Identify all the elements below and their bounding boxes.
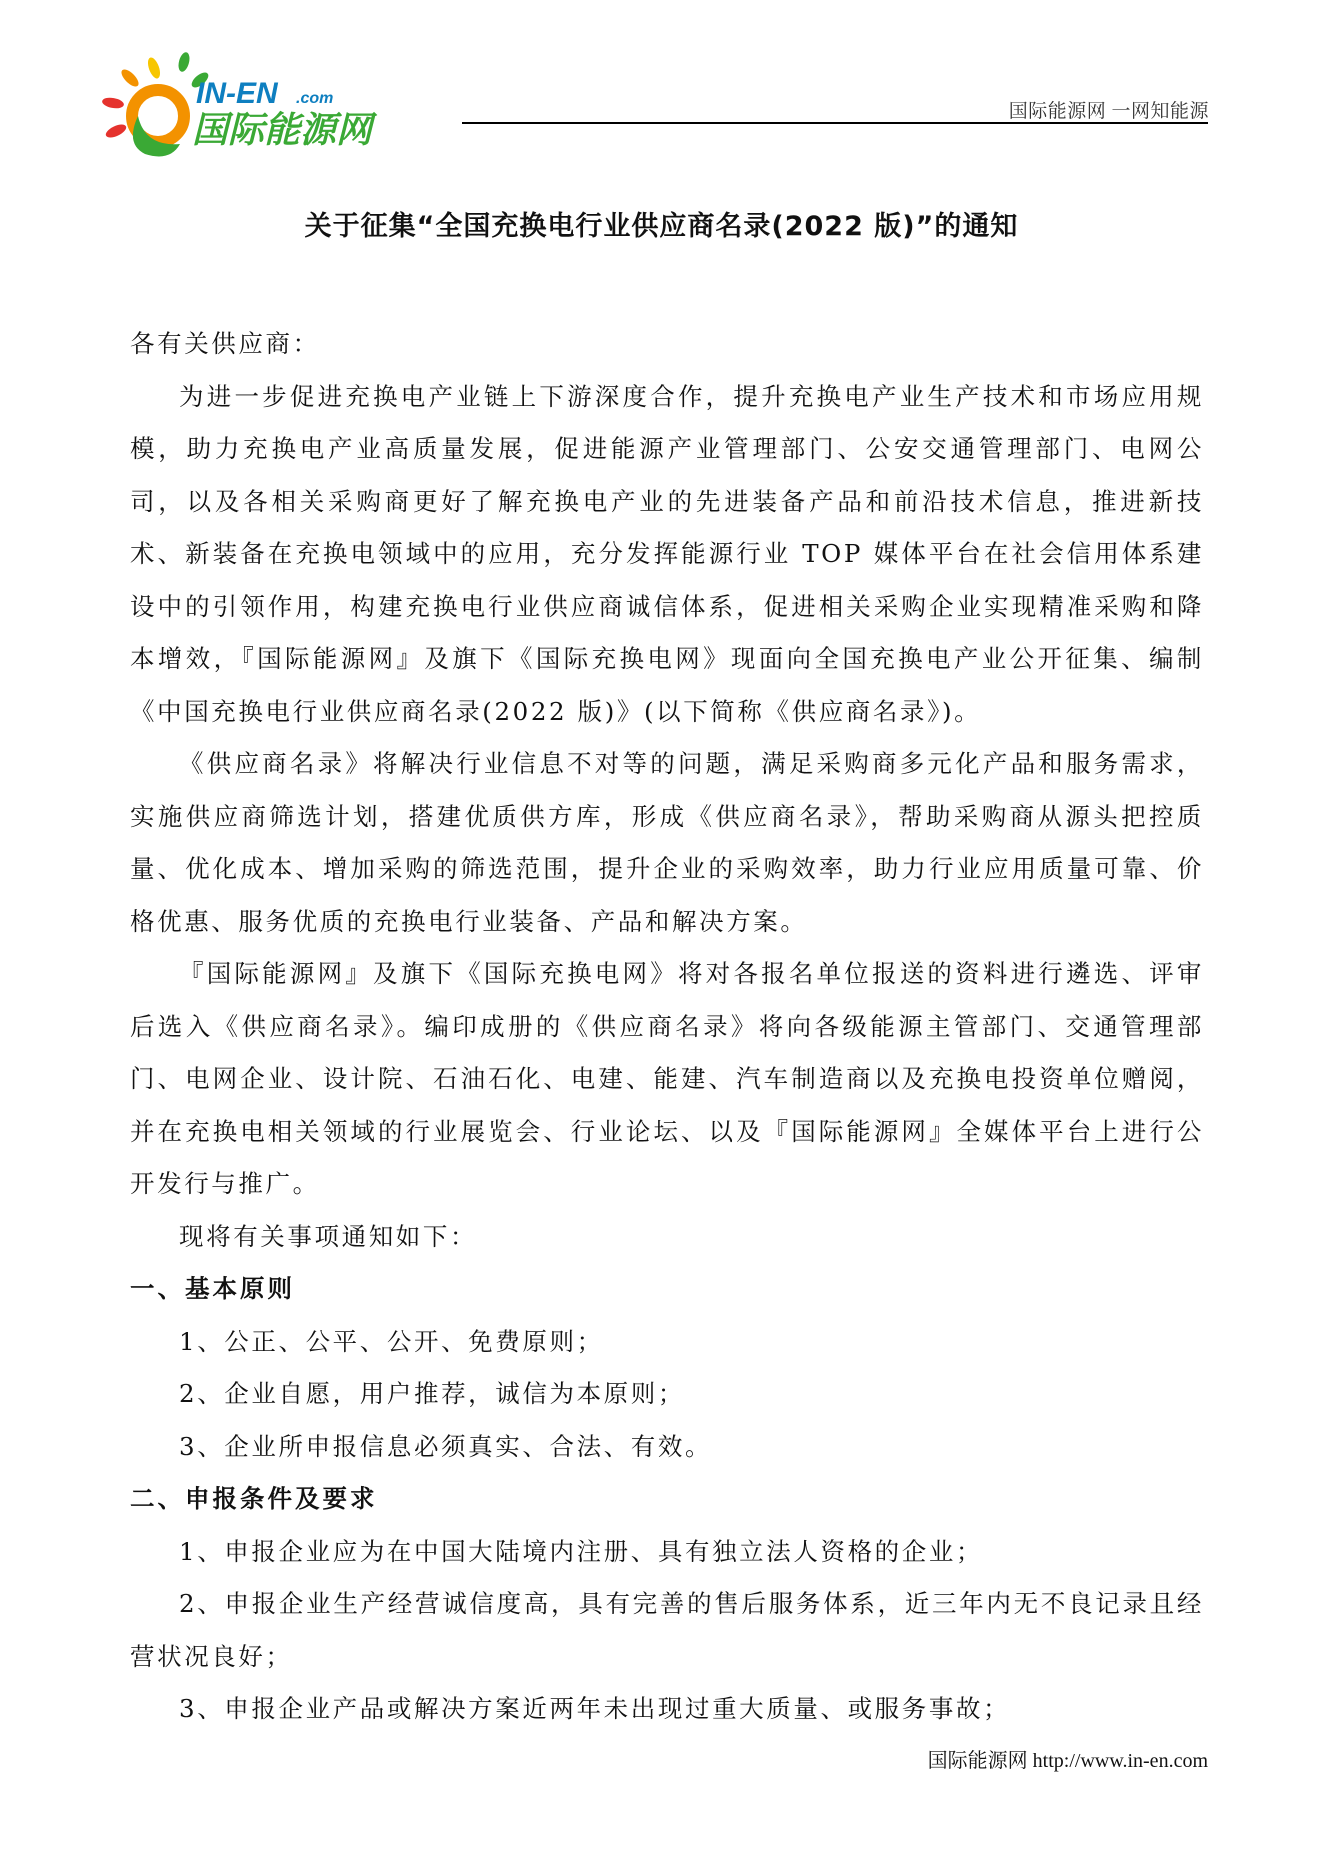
list-item: 2、企业自愿，用户推荐，诚信为本原则； [179, 1379, 685, 1408]
logo-petal-icon [146, 56, 163, 80]
logo-text-com: .com [296, 90, 334, 107]
list-item: 2、申报企业生产经营诚信度高，具有完善的售后服务体系，近三年内无不良记录且经营状况良好； [130, 1589, 1204, 1671]
footer-text: 国际能源网 http://www.in-en.com [927, 1750, 1208, 1772]
logo-petal-icon [101, 96, 124, 110]
salutation: 各有关供应商： [130, 329, 320, 358]
list-item: 1、申报企业应为在中国大陆境内注册、具有独立法人资格的企业； [179, 1536, 984, 1566]
in-en-logo [100, 52, 460, 177]
logo-petal-icon [104, 122, 128, 140]
paragraph: 『国际能源网』及旗下《国际充换电网》将对各报名单位报送的资料进行遴选、评审后选入《供应商名录》。编印成册的《供应商名录》将向各级能源主管部门、交通管理部门、电网企业、设计院、石油石化、电建、能建、汽车制造商以及充换电投资单位赠阅，并在充换电相关领域的行业展览会、行业论坛、以及『国际能源网』全媒体平台上进行公开发行与推广。 [130, 959, 1204, 1198]
document-body [130, 318, 1204, 1736]
paragraph: 现将有关事项通知如下： [179, 1221, 478, 1251]
list-item: 1、公正、公平、公开、免费原则； [179, 1326, 604, 1356]
logo-petal-icon [177, 52, 192, 73]
header-divider [462, 122, 1208, 124]
list-item: 3、申报企业产品或解决方案近两年未出现过重大质量、或服务事故； [179, 1694, 1011, 1723]
logo-text-cn: 国际能源网 [192, 110, 373, 151]
header-tagline: 国际能源网 一网知能源 [1008, 101, 1209, 122]
logo-petal-icon [119, 67, 142, 90]
document-title: 关于征集“全国充换电行业供应商名录(2022 版)”的通知 [304, 211, 1019, 242]
paragraph: 为进一步促进充换电产业链上下游深度合作，提升充换电产业生产技术和市场应用规模，助力充换电产业高质量发展，促进能源产业管理部门、公安交通管理部门、电网公司，以及各相关采购商更好了解充换电产业的先进装备产品和前沿技术信息，推进新技术、新装备在充换电领域中的应用，充分发挥能源行业 TOP 媒体平台在社会信用体系建设中的引领作用，构建充换电行业供应商诚信体系，促进相关采购企业实现精准采购和降本增效，『国际能源网』及旗下《国际充换电网》现面向全国充换电产业公开征集、编制《中国充换电行业供应商名录(2022 版)》(以下简称《供应商名录》)。 [130, 381, 1204, 726]
logo-text-en: IN-EN [196, 77, 278, 110]
section-heading: 一、基本原则 [130, 1274, 295, 1303]
paragraph: 《供应商名录》将解决行业信息不对等的问题，满足采购商多元化产品和服务需求，实施供应商筛选计划，搭建优质供方库，形成《供应商名录》，帮助采购商从源头把控质量、优化成本、增加采购的筛选范围，提升企业的采购效率，助力行业应用质量可靠、价格优惠、服务优质的充换电行业装备、产品和解决方案。 [130, 749, 1204, 936]
section-heading: 二、申报条件及要求 [130, 1484, 378, 1513]
list-item: 3、企业所申报信息必须真实、合法、有效。 [179, 1431, 713, 1461]
